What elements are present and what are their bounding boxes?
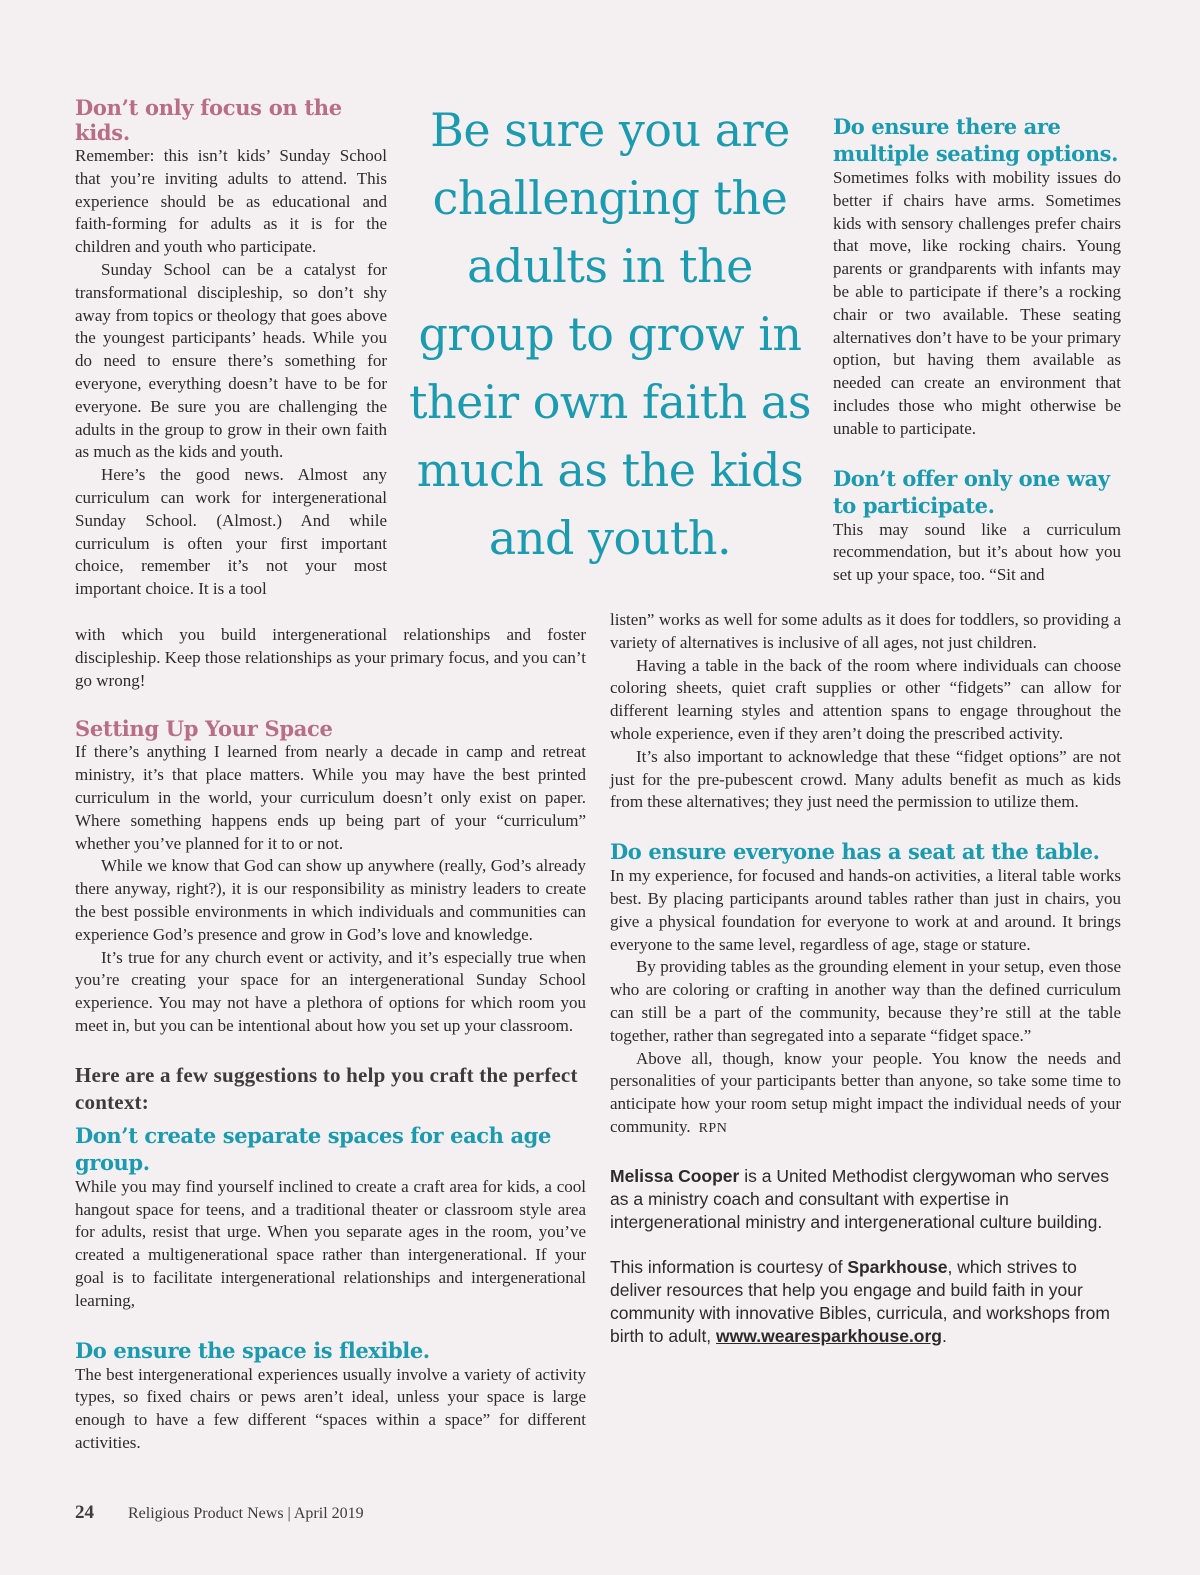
- paragraph: It’s true for any church event or activity, and it’s especially true when you’re creating your space for an intergenerational Sunday School experience. You may not have a plethora of options for which room you meet in, but you can be intentional about how you set up your classroom.: [75, 947, 586, 1035]
- sparkhouse-link[interactable]: www.wearesparkhouse.org: [716, 1325, 943, 1346]
- paragraph: In my experience, for focused and hands-on activities, a literal table works best. By placing participants around tables rather than just in chairs, you give a physical foundation for everyone to work at and around. It brings everyone to the same level, regardless of age, stage or stature.: [610, 866, 1121, 954]
- pull-quote-text: Be sure you are challenging the adults in the group to grow in their own faith as much as the kids and youth.: [409, 103, 811, 565]
- author-bio-text: is a United Methodist clergywoman who serves as a ministry coach and consultant with expertise in intergenerational ministry and intergenerational culture building.: [610, 1165, 1109, 1232]
- pull-quote: [400, 96, 820, 572]
- credit-text: , which strives to deliver resources that help you engage and build faith in your community with innovative Bibles, curricula, and workshops from birth to adult,: [610, 1256, 1110, 1346]
- rpn-end-mark: RPN: [698, 1120, 728, 1136]
- paragraph-text: Above all, though, know your people. You know the needs and personalities of your participants better than anyone, so take some time to anticipate how your room setup might impact the individual needs of your community.: [610, 1048, 1121, 1136]
- heading-multiple-seating: Do ensure there are multiple seating options.: [833, 114, 1118, 166]
- paragraph: This may sound like a curriculum recommendation, but it’s about how you set up your space, too. “Sit and: [833, 519, 1121, 585]
- heading-dont-create-separate-spaces: Don’t create separate spaces for each age group.: [75, 1122, 551, 1175]
- heading-seat-at-table: Do ensure everyone has a seat at the table.: [610, 839, 1100, 865]
- paragraph: Remember: this isn’t kids’ Sunday School that you’re inviting adults to attend. This experience should be as educational and faith-forming for adults as it is for the children and youth who participate.: [75, 146, 387, 257]
- heading-suggestions: Here are a few suggestions to help you craft the perfect context:: [75, 1062, 578, 1114]
- left-column-top: [75, 95, 387, 601]
- left-column-bottom: [75, 624, 586, 1455]
- credit-text: This information is courtesy of: [610, 1256, 848, 1277]
- heading-one-way-to-participate: Don’t offer only one way to participate.: [833, 465, 1110, 518]
- heading-dont-only-focus: Don’t only focus on the kids.: [75, 95, 342, 145]
- right-column-bottom: [610, 609, 1121, 1348]
- paragraph: with which you build intergenerational relationships and foster discipleship. Keep those relationships as your primary focus, and you can’t go wrong!: [75, 625, 586, 690]
- page-number: 24: [75, 1502, 94, 1523]
- right-column-top: [833, 113, 1121, 587]
- paragraph: Having a table in the back of the room where individuals can choose coloring sheets, quiet craft supplies or other “fidgets” can allow for different learning styles and attention spans to engage throughout the whole experience, even if they aren’t doing the prescribed activity.: [610, 655, 1121, 743]
- paragraph: [610, 1048, 1121, 1141]
- heading-ensure-flexible: Do ensure the space is flexible.: [75, 1337, 430, 1363]
- paragraph: While you may find yourself inclined to create a craft area for kids, a cool hangout space for teens, and a traditional theater or classroom style area for adults, resist that urge. When you separate ages in the room, you’ve created a multigenerational space rather than intergenerational. If your goal is to facilitate intergenerational relationships and intergenerational learning,: [75, 1176, 586, 1310]
- paragraph: The best intergenerational experiences usually involve a variety of activity types, so fixed chairs or pews aren’t ideal, unless your space is large enough to have a few different “spaces within a space” for different activities.: [75, 1364, 586, 1452]
- paragraph: By providing tables as the grounding element in your setup, even those who are coloring or crafting in another way than the defined curriculum can still be a part of the community, because they’re still at the table together, rather than segregated into a separate “fidget space.”: [610, 957, 1121, 1045]
- paragraph: Here’s the good news. Almost any curriculum can work for intergenerational Sunday School. (Almost.) And while curriculum is often your first important choice, remember it’s not your most important choice. It is a tool: [75, 465, 387, 599]
- paragraph: While we know that God can show up anywhere (really, God’s already there anyway, right?), it is our responsibility as ministry leaders to create the best possible environments in which individuals and communities can experience God’s presence and grow in God’s love and knowledge.: [75, 856, 586, 944]
- paragraph: If there’s anything I learned from nearly a decade in camp and retreat ministry, it’s that place matters. While you may have the best printed curriculum in the world, your curriculum doesn’t only exist on paper. Where something happens ends up being part of your “curriculum” whether you’ve planned for it to or not.: [75, 742, 586, 853]
- author-name: Melissa Cooper: [610, 1165, 740, 1186]
- brand-name: Sparkhouse: [847, 1256, 948, 1277]
- paragraph: Sunday School can be a catalyst for transformational discipleship, so don’t shy away from topics or theology that goes above the youngest participants’ heads. While you do need to ensure there’s something for everyone, everything doesn’t have to be for everyone. Be sure you are challenging the adults in the group to grow in their own faith as much as the kids and youth.: [75, 259, 387, 462]
- author-bio: [610, 1165, 1121, 1234]
- page-footer: [75, 1502, 364, 1524]
- paragraph: Sometimes folks with mobility issues do better if chairs have arms. Sometimes kids with sensory challenges prefer chairs that move, like rocking chairs. Young parents or grandparents with infants may be able to participate if there’s a rocking chair or two available. These seating alternatives don’t have to be your primary option, but having them available as needed can create an environment that includes those who might otherwise be unable to participate.: [833, 168, 1121, 438]
- paragraph: It’s also important to acknowledge that these “fidget options” are not just for the pre-pubescent crowd. Many adults benefit as much as kids from these alternatives; they just need the permission to utilize them.: [610, 746, 1121, 812]
- heading-setting-up-your-space: Setting Up Your Space: [75, 716, 333, 742]
- paragraph: listen” works as well for some adults as it does for toddlers, so providing a variety of alternatives is inclusive of all ages, not just children.: [610, 610, 1121, 652]
- publication-info: Religious Product News | April 2019: [128, 1505, 364, 1522]
- credit-text: .: [942, 1325, 947, 1346]
- credit-note: [610, 1256, 1121, 1348]
